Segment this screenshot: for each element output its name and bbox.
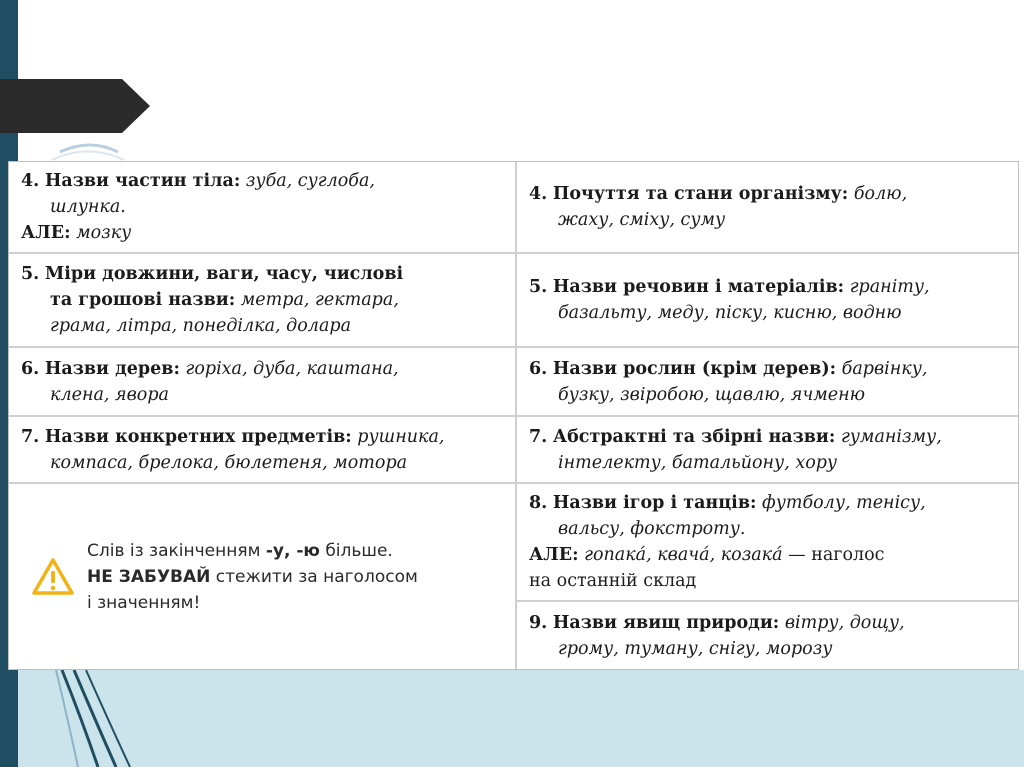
item-examples: болю,: [853, 184, 908, 204]
rule-cell-left-4: [9, 162, 515, 254]
item-heading: та грошові назви:: [50, 290, 236, 310]
item-examples: рушника,: [357, 426, 445, 447]
rule-cell-right-5: [517, 254, 1018, 348]
exception-note: на останній склад: [529, 571, 697, 591]
item-heading: Назви рослин (крім дерев):: [552, 358, 837, 379]
item-examples: метра, гектара,: [240, 290, 399, 310]
item-heading: Назви речовин і матеріалів:: [552, 277, 845, 297]
item-examples: грама, літра, понеділка, долара: [50, 316, 352, 336]
item-examples: компаса, брелока, бюлетеня, мотора: [50, 452, 408, 473]
item-number: 5.: [529, 277, 548, 297]
warning-note: [21, 484, 505, 669]
rule-cell-left-5: [9, 254, 515, 348]
item-heading: Назви дерев:: [44, 358, 180, 379]
item-number: 9.: [529, 612, 548, 633]
item-heading: Назви частин тіла:: [44, 171, 241, 191]
exception-note: — наголос: [782, 545, 885, 565]
item-examples: вітру, дощу,: [784, 612, 905, 633]
warning-text-part: стежити за наголосом: [210, 566, 418, 587]
rule-cell-right-6: [517, 348, 1018, 417]
content-table: [8, 161, 1019, 670]
item-examples: футболу, тенісу,: [762, 493, 926, 513]
warning-cell: [9, 484, 515, 669]
item-examples: клена, явора: [50, 384, 169, 405]
rule-cell-right-7: [517, 417, 1018, 484]
rule-cell-right-8: [517, 484, 1018, 602]
rule-cell-left-7: [9, 417, 515, 484]
item-examples: горіха, дуба, каштана,: [185, 358, 399, 379]
right-column: [517, 162, 1018, 669]
item-heading: Почуття та стани організму:: [552, 184, 849, 204]
warning-text: [87, 538, 418, 616]
item-examples: базальту, меду, піску, кисню, водню: [558, 303, 902, 323]
item-number: 4.: [21, 171, 40, 191]
item-examples: інтелекту, батальйону, хору: [558, 452, 838, 473]
item-number: 6.: [529, 358, 548, 379]
item-examples: вальсу, фокстроту.: [558, 519, 746, 539]
rule-cell-left-6: [9, 348, 515, 417]
exception-label: АЛЕ:: [21, 223, 71, 243]
rule-cell-right-4: [517, 162, 1018, 254]
item-examples: граніту,: [849, 277, 930, 297]
item-number: 6.: [21, 358, 40, 379]
item-examples: грому, туману, снігу, морозу: [558, 638, 833, 659]
title-pointer-shape: [0, 79, 150, 133]
item-examples: жаху, сміху, суму: [558, 210, 726, 230]
warning-text-part: і значенням!: [87, 592, 201, 613]
bottom-band: [18, 670, 1024, 767]
warning-emphasis: НЕ ЗАБУВАЙ: [87, 566, 211, 587]
item-heading: Назви ігор і танців:: [552, 493, 757, 513]
item-number: 8.: [529, 493, 548, 513]
warning-text-part: більше.: [319, 540, 393, 561]
warning-endings: -у, -ю: [265, 540, 320, 561]
item-number: 5.: [21, 264, 40, 284]
warning-text-part: Слів із закінченням: [87, 540, 266, 561]
exception-examples: мозку: [76, 223, 132, 243]
item-number: 7.: [21, 426, 40, 447]
item-heading: Міри довжини, ваги, часу, числові: [44, 264, 404, 284]
item-heading: Назви конкретних предметів:: [44, 426, 352, 447]
item-heading: Назви явищ природи:: [552, 612, 780, 633]
item-examples: бузку, звіробою, щавлю, ячменю: [558, 384, 866, 405]
exception-examples: гопака́, квача́, козака́: [584, 545, 783, 565]
item-number: 4.: [529, 184, 548, 204]
item-examples: шлунка.: [50, 197, 126, 217]
warning-triangle-icon: [31, 557, 75, 597]
item-examples: барвінку,: [841, 358, 928, 379]
rule-cell-right-9: [517, 602, 1018, 669]
item-examples: зуба, суглоба,: [245, 171, 375, 191]
left-column: [9, 162, 517, 669]
item-heading: Абстрактні та збірні назви:: [552, 426, 836, 447]
exception-label: АЛЕ:: [529, 545, 579, 565]
item-examples: гуманізму,: [840, 426, 942, 447]
item-number: 7.: [529, 426, 548, 447]
